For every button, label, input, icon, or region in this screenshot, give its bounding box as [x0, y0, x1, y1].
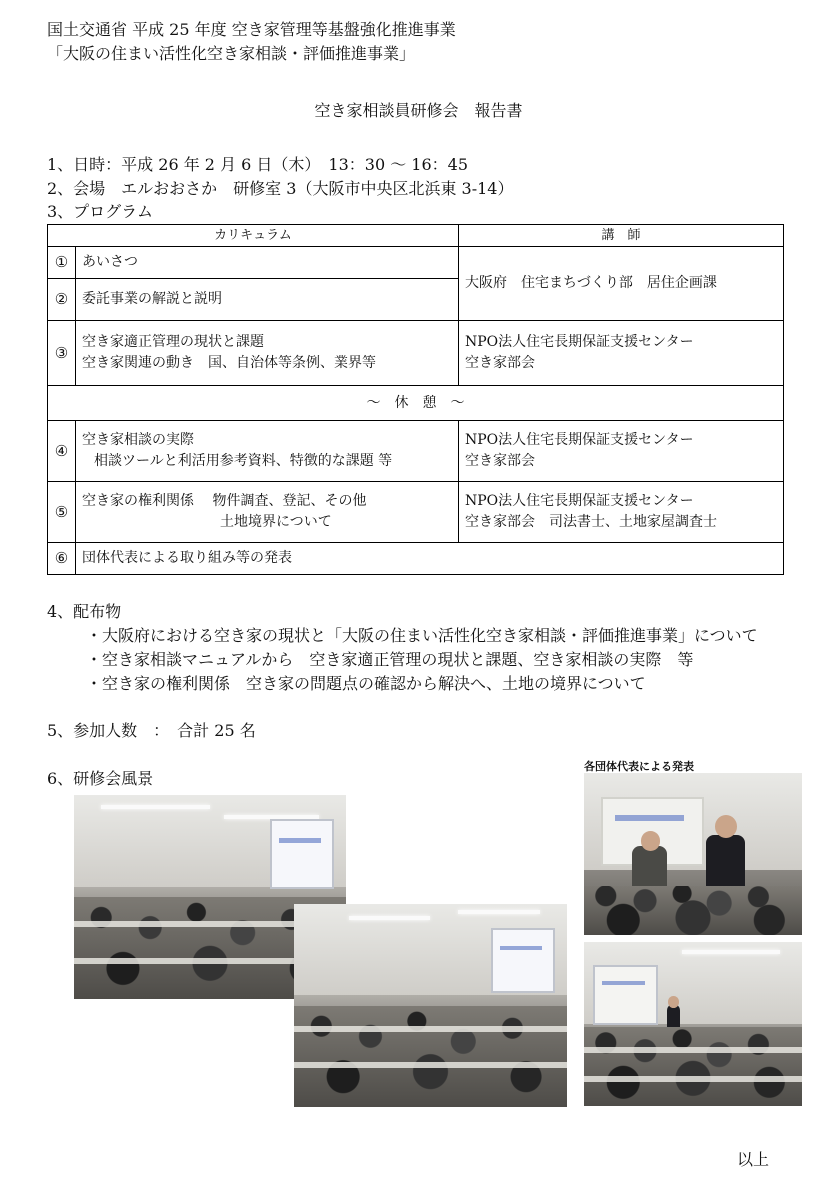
row-number: ② [48, 279, 76, 321]
page-title: 空き家相談員研修会 報告書 [314, 101, 523, 120]
curriculum-line-2: 土地境界について [220, 514, 332, 530]
row-number: ③ [48, 321, 76, 386]
table-row [48, 321, 784, 386]
lecturer-cell [459, 321, 784, 386]
material-item: ・空き家の権利関係 空き家の問題点の確認から解決へ、土地の境界について [86, 674, 646, 693]
curriculum-text: 団体代表による取り組み等の発表 [76, 543, 784, 575]
material-item: ・空き家相談マニュアルから 空き家適正管理の現状と課題、空き家相談の実際 等 [86, 650, 694, 669]
curriculum-text [76, 482, 459, 543]
photo-caption: 各団体代表による発表 [584, 760, 694, 773]
table-row [48, 482, 784, 543]
row-number: ④ [48, 421, 76, 482]
section-program: 3、プログラム [47, 202, 154, 221]
row-number: ⑤ [48, 482, 76, 543]
lecturer-line-2: 空き家部会 [465, 355, 535, 371]
row-number: ① [48, 247, 76, 279]
header-line-2: 「大阪の住まい活性化空き家相談・評価推進事業」 [47, 44, 416, 63]
table-row [48, 247, 784, 279]
table-row [48, 421, 784, 482]
curriculum-text: あいさつ [76, 247, 459, 279]
closing-mark: 以上 [737, 1150, 770, 1169]
lecturer-cell [459, 421, 784, 482]
seminar-photo-2 [294, 904, 567, 1107]
curriculum-line-1: 空き家相談の実際 [82, 432, 194, 448]
table-header-lecturer: 講 師 [459, 225, 784, 247]
section-attendees: 5、参加人数 ： 合計 25 名 [47, 721, 256, 740]
curriculum-line-1: 空き家適正管理の現状と課題 [82, 334, 264, 350]
lecturer-osaka: 大阪府 住宅まちづくり部 居住企画課 [459, 247, 784, 321]
lecturer-line-1: NPO法人住宅長期保証支援センター [465, 334, 694, 350]
presenters-photo [584, 773, 802, 935]
break-label: 〜 休 憩 〜 [48, 386, 784, 421]
curriculum-line-2: 空き家関連の動き 国、自治体等条例、業界等 [82, 355, 376, 371]
curriculum-text: 委託事業の解説と説明 [76, 279, 459, 321]
material-item: ・大阪府における空き家の現状と「大阪の住まい活性化空き家相談・評価推進事業」について [86, 626, 758, 645]
program-table [47, 224, 784, 575]
curriculum-text [76, 321, 459, 386]
section-scenes: 6、研修会風景 [47, 769, 154, 788]
curriculum-line-1: 空き家の権利関係 物件調査、登記、その他 [82, 493, 367, 509]
section-venue: 2、会場 エルおおさか 研修室 3（大阪市中央区北浜東 3-14） [47, 179, 514, 198]
section-materials: 4、配布物 [47, 602, 122, 621]
lecturer-line-2: 空き家部会 司法書士、土地家屋調査士 [465, 514, 717, 530]
section-date: 1、日時：平成 26 年 2 月 6 日（木） 13：30 〜 16：45 [47, 155, 469, 174]
audience-photo [584, 942, 802, 1106]
lecturer-cell [459, 482, 784, 543]
lecturer-line-1: NPO法人住宅長期保証支援センター [465, 493, 694, 509]
break-row [48, 386, 784, 421]
header-line-1: 国土交通省 平成 25 年度 空き家管理等基盤強化推進事業 [47, 20, 456, 39]
row-number: ⑥ [48, 543, 76, 575]
curriculum-line-2: 相談ツールと利活用参考資料、特徴的な課題 等 [94, 453, 393, 469]
table-row [48, 543, 784, 575]
table-header-curriculum: カリキュラム [48, 225, 459, 247]
lecturer-line-1: NPO法人住宅長期保証支援センター [465, 432, 694, 448]
curriculum-text [76, 421, 459, 482]
lecturer-line-2: 空き家部会 [465, 453, 535, 469]
